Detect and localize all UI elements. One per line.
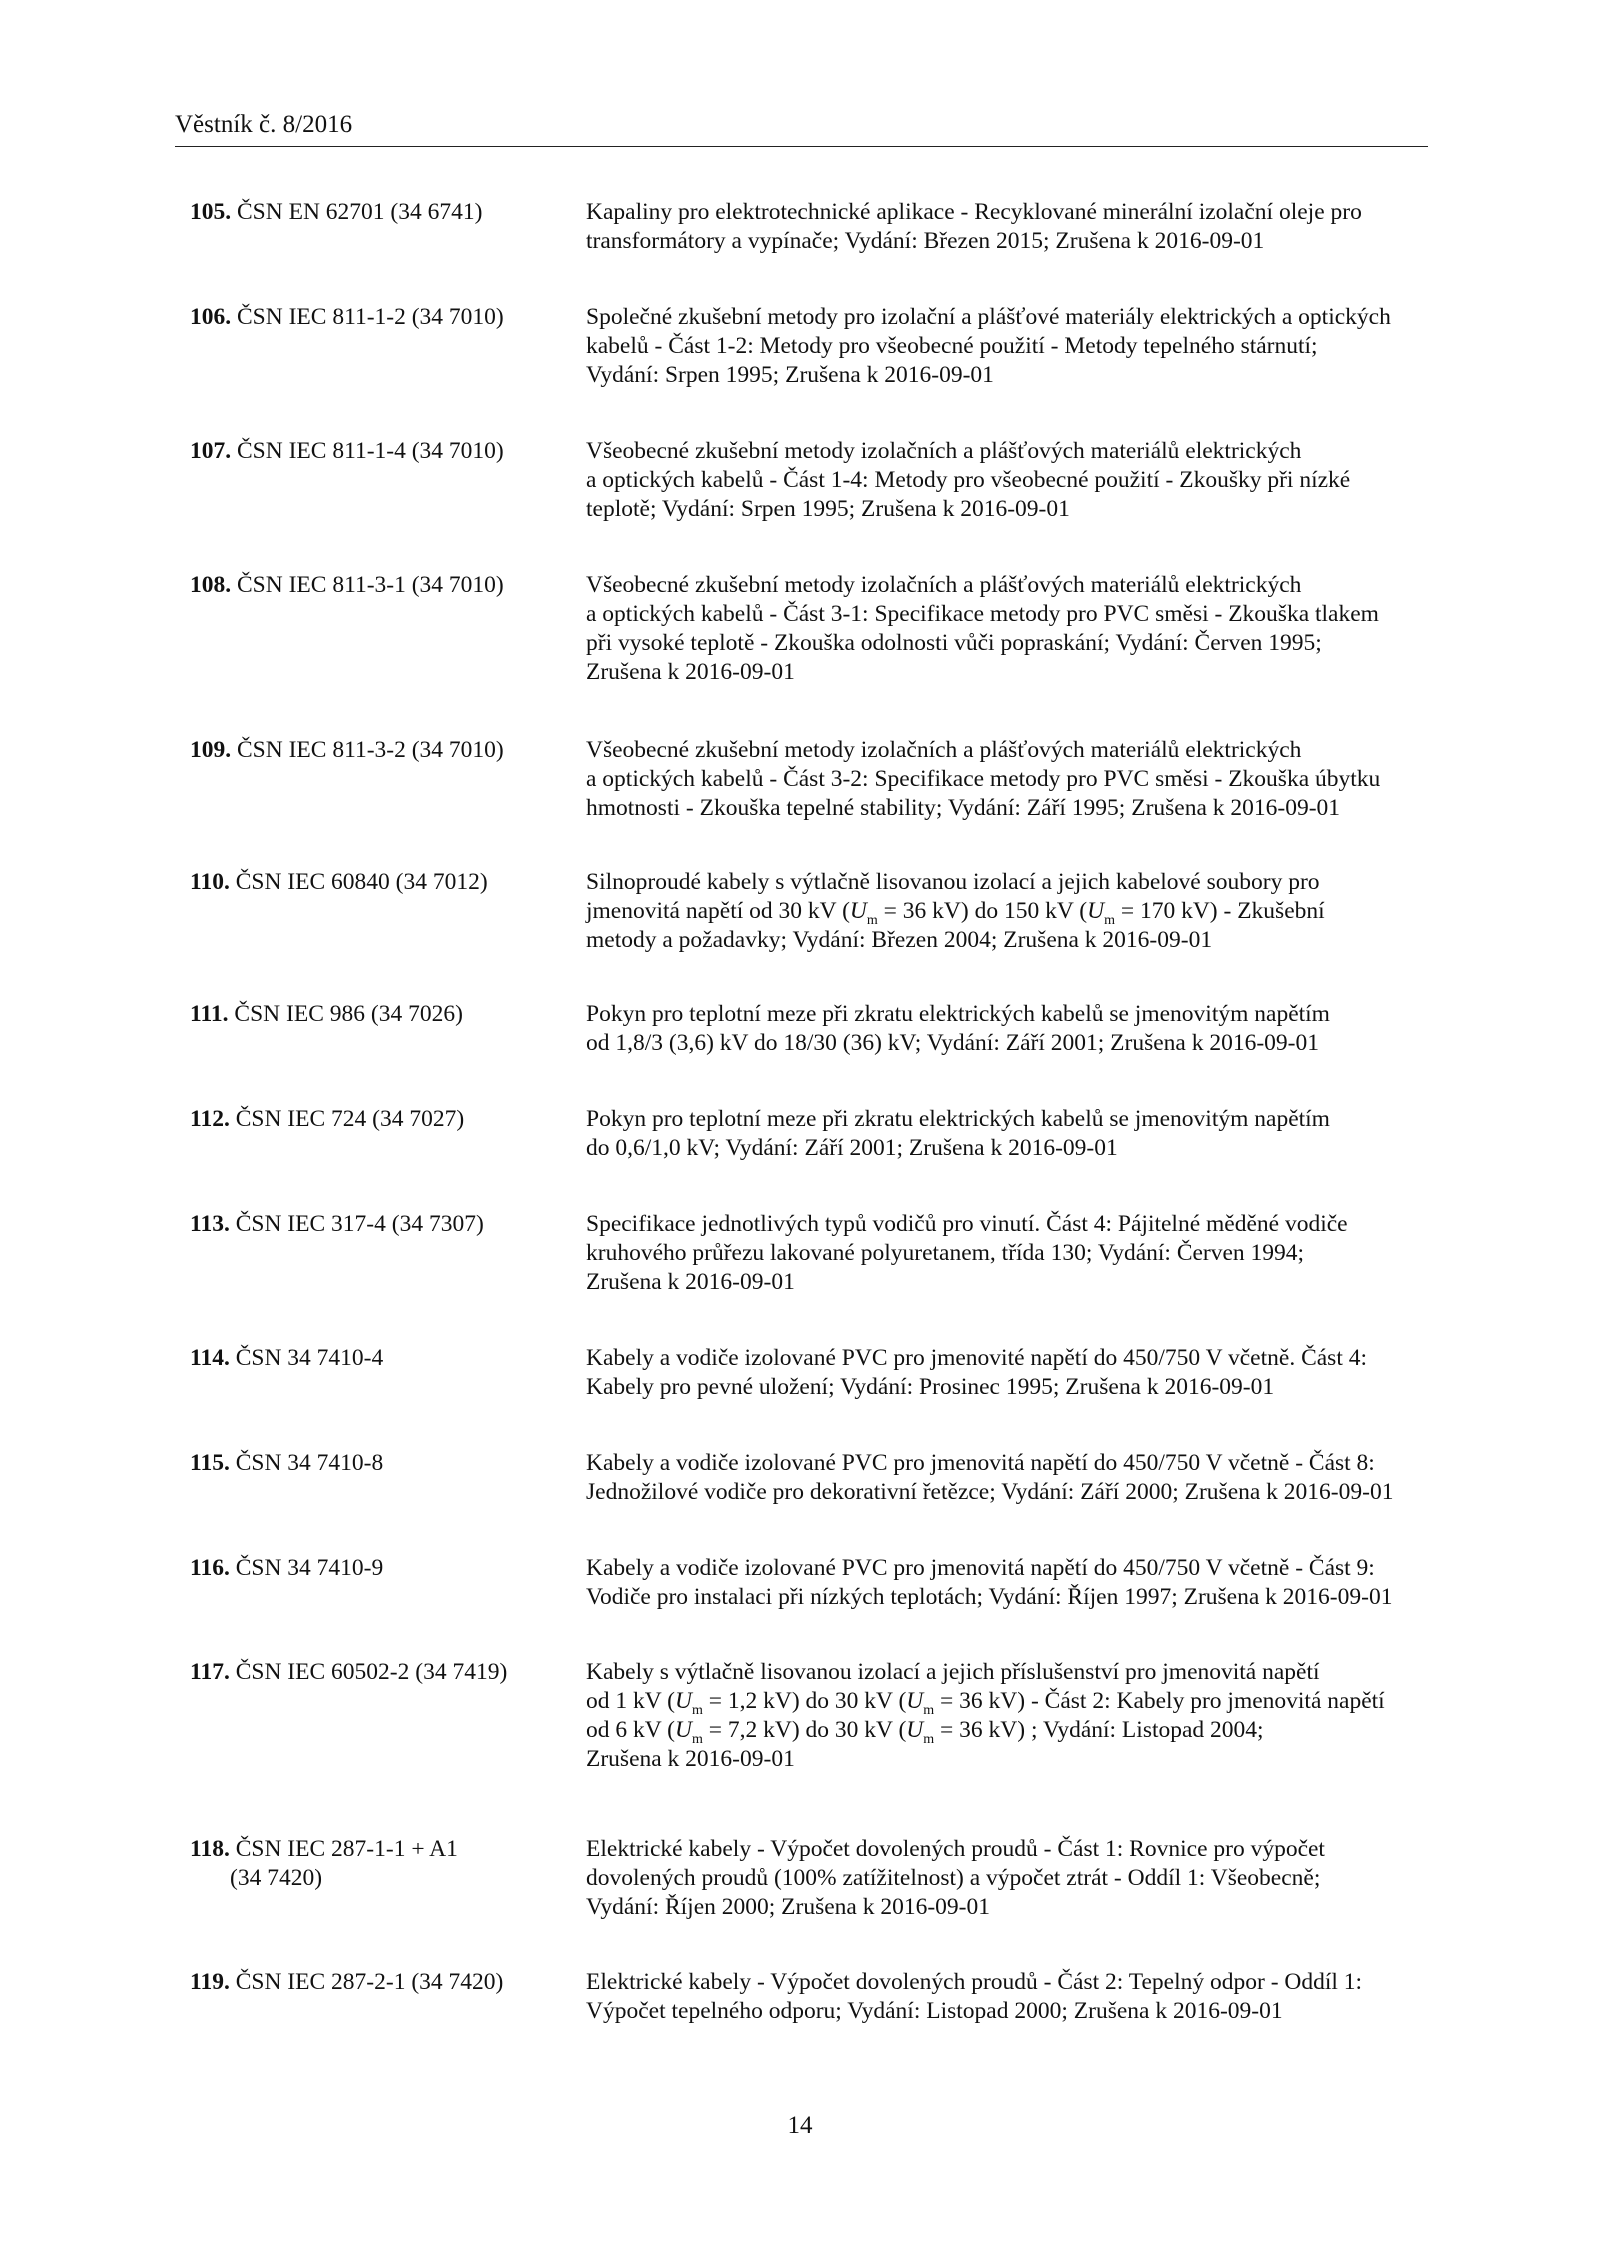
description-line: Vydání: Říjen 2000; Zrušena k 2016-09-01	[586, 1894, 991, 1920]
standard-designation: ČSN EN 62701 (34 6741)	[231, 199, 483, 225]
entry-number: 111.	[190, 1001, 229, 1027]
description-line: a optických kabelů - Část 1-4: Metody pro všeobecné použití - Zkoušky při nízké	[586, 467, 1351, 493]
description-line: Kabely a vodiče izolované PVC pro jmenovité napětí do 450/750 V včetně. Část 4:	[586, 1345, 1367, 1371]
entry-number: 114.	[190, 1345, 230, 1371]
entry-number: 118.	[190, 1836, 230, 1862]
standard-description	[586, 1000, 1426, 1058]
standard-designation: ČSN IEC 317-4 (34 7307)	[229, 1211, 484, 1237]
description-line: a optických kabelů - Část 3-1: Specifikace metody pro PVC směsi - Zkouška tlakem	[586, 601, 1379, 627]
standard-code	[190, 437, 560, 466]
standard-designation: ČSN IEC 287-2-1 (34 7420)	[229, 1969, 504, 1995]
standard-description	[586, 303, 1426, 390]
entry-number: 112.	[190, 1106, 230, 1132]
standard-description	[586, 1105, 1426, 1163]
description-line: Vydání: Srpen 1995; Zrušena k 2016-09-01	[586, 362, 994, 388]
entry-number: 109.	[190, 737, 232, 763]
standard-description	[586, 1968, 1426, 2026]
entry-number: 119.	[190, 1969, 230, 1995]
description-line: Kabely s výtlačně lisovanou izolací a jejich příslušenství pro jmenovitá napětí	[586, 1659, 1320, 1685]
description-line: od 6 kV ($U_m = 7,2$ kV) do 30 kV ($U_m = 36$ kV) ; Vydání: Listopad 2004;	[586, 1717, 1264, 1747]
description-line: metody a požadavky; Vydání: Březen 2004; Zrušena k 2016-09-01	[586, 927, 1213, 953]
standard-code	[190, 1658, 560, 1687]
standard-description	[586, 437, 1426, 524]
standard-designation: ČSN IEC 811-3-2 (34 7010)	[231, 737, 504, 763]
description-line: Všeobecné zkušební metody izolačních a plášťových materiálů elektrických	[586, 438, 1302, 464]
description-line: Silnoproudé kabely s výtlačně lisovanou izolací a jejich kabelové soubory pro	[586, 869, 1320, 895]
description-line: Zrušena k 2016-09-01	[586, 1746, 795, 1772]
standard-code	[190, 1835, 560, 1893]
standard-code	[190, 571, 560, 600]
description-line: kruhového průřezu lakované polyuretanem, třída 130; Vydání: Červen 1994;	[586, 1240, 1305, 1266]
description-line: Jednožilové vodiče pro dekorativní řetězce; Vydání: Září 2000; Zrušena k 2016-09-01	[586, 1479, 1394, 1505]
standard-designation: ČSN IEC 811-1-2 (34 7010)	[231, 304, 504, 330]
description-line: Kabely pro pevné uložení; Vydání: Prosinec 1995; Zrušena k 2016-09-01	[586, 1374, 1275, 1400]
description-line: Elektrické kabely - Výpočet dovolených proudů - Část 1: Rovnice pro výpočet	[586, 1836, 1325, 1862]
description-line: Pokyn pro teplotní meze při zkratu elektrických kabelů se jmenovitým napětím	[586, 1106, 1330, 1132]
description-line: teplotě; Vydání: Srpen 1995; Zrušena k 2016-09-01	[586, 496, 1070, 522]
standard-code	[190, 1968, 560, 1997]
standard-description	[586, 868, 1426, 955]
description-line: dovolených proudů (100% zatížitelnost) a výpočet ztrát - Oddíl 1: Všeobecně;	[586, 1865, 1321, 1891]
description-line: Všeobecné zkušební metody izolačních a plášťových materiálů elektrických	[586, 572, 1302, 598]
standard-designation-continued: (34 7420)	[230, 1865, 323, 1891]
description-line: Specifikace jednotlivých typů vodičů pro vinutí. Část 4: Pájitelné měděné vodiče	[586, 1211, 1348, 1237]
header-divider	[175, 146, 1428, 147]
standard-description	[586, 1449, 1426, 1507]
description-line: kabelů - Část 1-2: Metody pro všeobecné použití - Metody tepelného stárnutí;	[586, 333, 1318, 359]
standard-description	[586, 1835, 1426, 1922]
description-line: Kabely a vodiče izolované PVC pro jmenovitá napětí do 450/750 V včetně - Část 9:	[586, 1555, 1375, 1581]
entry-number: 108.	[190, 572, 232, 598]
standard-designation: ČSN 34 7410-4	[229, 1345, 384, 1371]
standard-code	[190, 1344, 560, 1373]
standard-designation: ČSN IEC 724 (34 7027)	[229, 1106, 465, 1132]
standard-designation: ČSN IEC 986 (34 7026)	[228, 1001, 463, 1027]
entry-number: 105.	[190, 199, 232, 225]
entry-number: 117.	[190, 1659, 230, 1685]
description-line: Kapaliny pro elektrotechnické aplikace - Recyklované minerální izolační oleje pro	[586, 199, 1362, 225]
description-line: do 0,6/1,0 kV; Vydání: Září 2001; Zrušena k 2016-09-01	[586, 1135, 1118, 1161]
description-line: Kabely a vodiče izolované PVC pro jmenovitá napětí do 450/750 V včetně - Část 8:	[586, 1450, 1375, 1476]
description-line: transformátory a vypínače; Vydání: Březen 2015; Zrušena k 2016-09-01	[586, 228, 1265, 254]
standard-code	[190, 303, 560, 332]
journal-header: Věstník č. 8/2016	[175, 111, 353, 138]
standard-description	[586, 1344, 1426, 1402]
entry-number: 106.	[190, 304, 232, 330]
standard-designation: ČSN IEC 287-1-1 + A1	[229, 1836, 458, 1862]
standard-designation: ČSN IEC 60502-2 (34 7419)	[229, 1659, 508, 1685]
standard-code	[190, 1449, 560, 1478]
description-line: jmenovitá napětí od 30 kV ($U_m = 36$ kV) do 150 kV ($U_m = 170$ kV) - Zkušební	[586, 898, 1325, 928]
description-line: Výpočet tepelného odporu; Vydání: Listopad 2000; Zrušena k 2016-09-01	[586, 1998, 1283, 2024]
standard-designation: ČSN IEC 811-3-1 (34 7010)	[231, 572, 504, 598]
standard-code	[190, 1105, 560, 1134]
entry-number: 113.	[190, 1211, 230, 1237]
description-line: od 1 kV ($U_m = 1,2$ kV) do 30 kV ($U_m = 36$ kV) - Část 2: Kabely pro jmenovitá napětí	[586, 1688, 1385, 1718]
standard-code	[190, 1000, 560, 1029]
standard-code	[190, 198, 560, 227]
entry-number: 110.	[190, 869, 230, 895]
description-line: Elektrické kabely - Výpočet dovolených proudů - Část 2: Tepelný odpor - Oddíl 1:	[586, 1969, 1363, 1995]
description-line: Společné zkušební metody pro izolační a plášťové materiály elektrických a optických	[586, 304, 1391, 330]
description-line: a optických kabelů - Část 3-2: Specifikace metody pro PVC směsi - Zkouška úbytku	[586, 766, 1381, 792]
page-number: 14	[787, 2112, 813, 2139]
standard-description	[586, 1554, 1426, 1612]
description-line: od 1,8/3 (3,6) kV do 18/30 (36) kV; Vydání: Září 2001; Zrušena k 2016-09-01	[586, 1030, 1319, 1056]
standard-description	[586, 1210, 1426, 1297]
standard-code	[190, 868, 560, 897]
description-line: Zrušena k 2016-09-01	[586, 1269, 795, 1295]
standard-description	[586, 1658, 1426, 1774]
standard-code	[190, 1554, 560, 1583]
standard-designation: ČSN 34 7410-9	[229, 1555, 384, 1581]
description-line: Zrušena k 2016-09-01	[586, 659, 795, 685]
standard-description	[586, 571, 1426, 687]
description-line: při vysoké teplotě - Zkouška odolnosti vůči popraskání; Vydání: Červen 1995;	[586, 630, 1322, 656]
description-line: Vodiče pro instalaci při nízkých teplotách; Vydání: Říjen 1997; Zrušena k 2016-09-01	[586, 1584, 1393, 1610]
standard-code	[190, 1210, 560, 1239]
description-line: Pokyn pro teplotní meze při zkratu elektrických kabelů se jmenovitým napětím	[586, 1001, 1330, 1027]
entry-number: 115.	[190, 1450, 230, 1476]
standard-code	[190, 736, 560, 765]
description-line: hmotnosti - Zkouška tepelné stability; Vydání: Září 1995; Zrušena k 2016-09-01	[586, 795, 1341, 821]
standard-description	[586, 198, 1426, 256]
description-line: Všeobecné zkušební metody izolačních a plášťových materiálů elektrických	[586, 737, 1302, 763]
standard-designation: ČSN IEC 60840 (34 7012)	[229, 869, 488, 895]
standard-designation: ČSN IEC 811-1-4 (34 7010)	[231, 438, 504, 464]
standard-description	[586, 736, 1426, 823]
standard-designation: ČSN 34 7410-8	[229, 1450, 384, 1476]
entry-number: 116.	[190, 1555, 230, 1581]
entry-number: 107.	[190, 438, 232, 464]
